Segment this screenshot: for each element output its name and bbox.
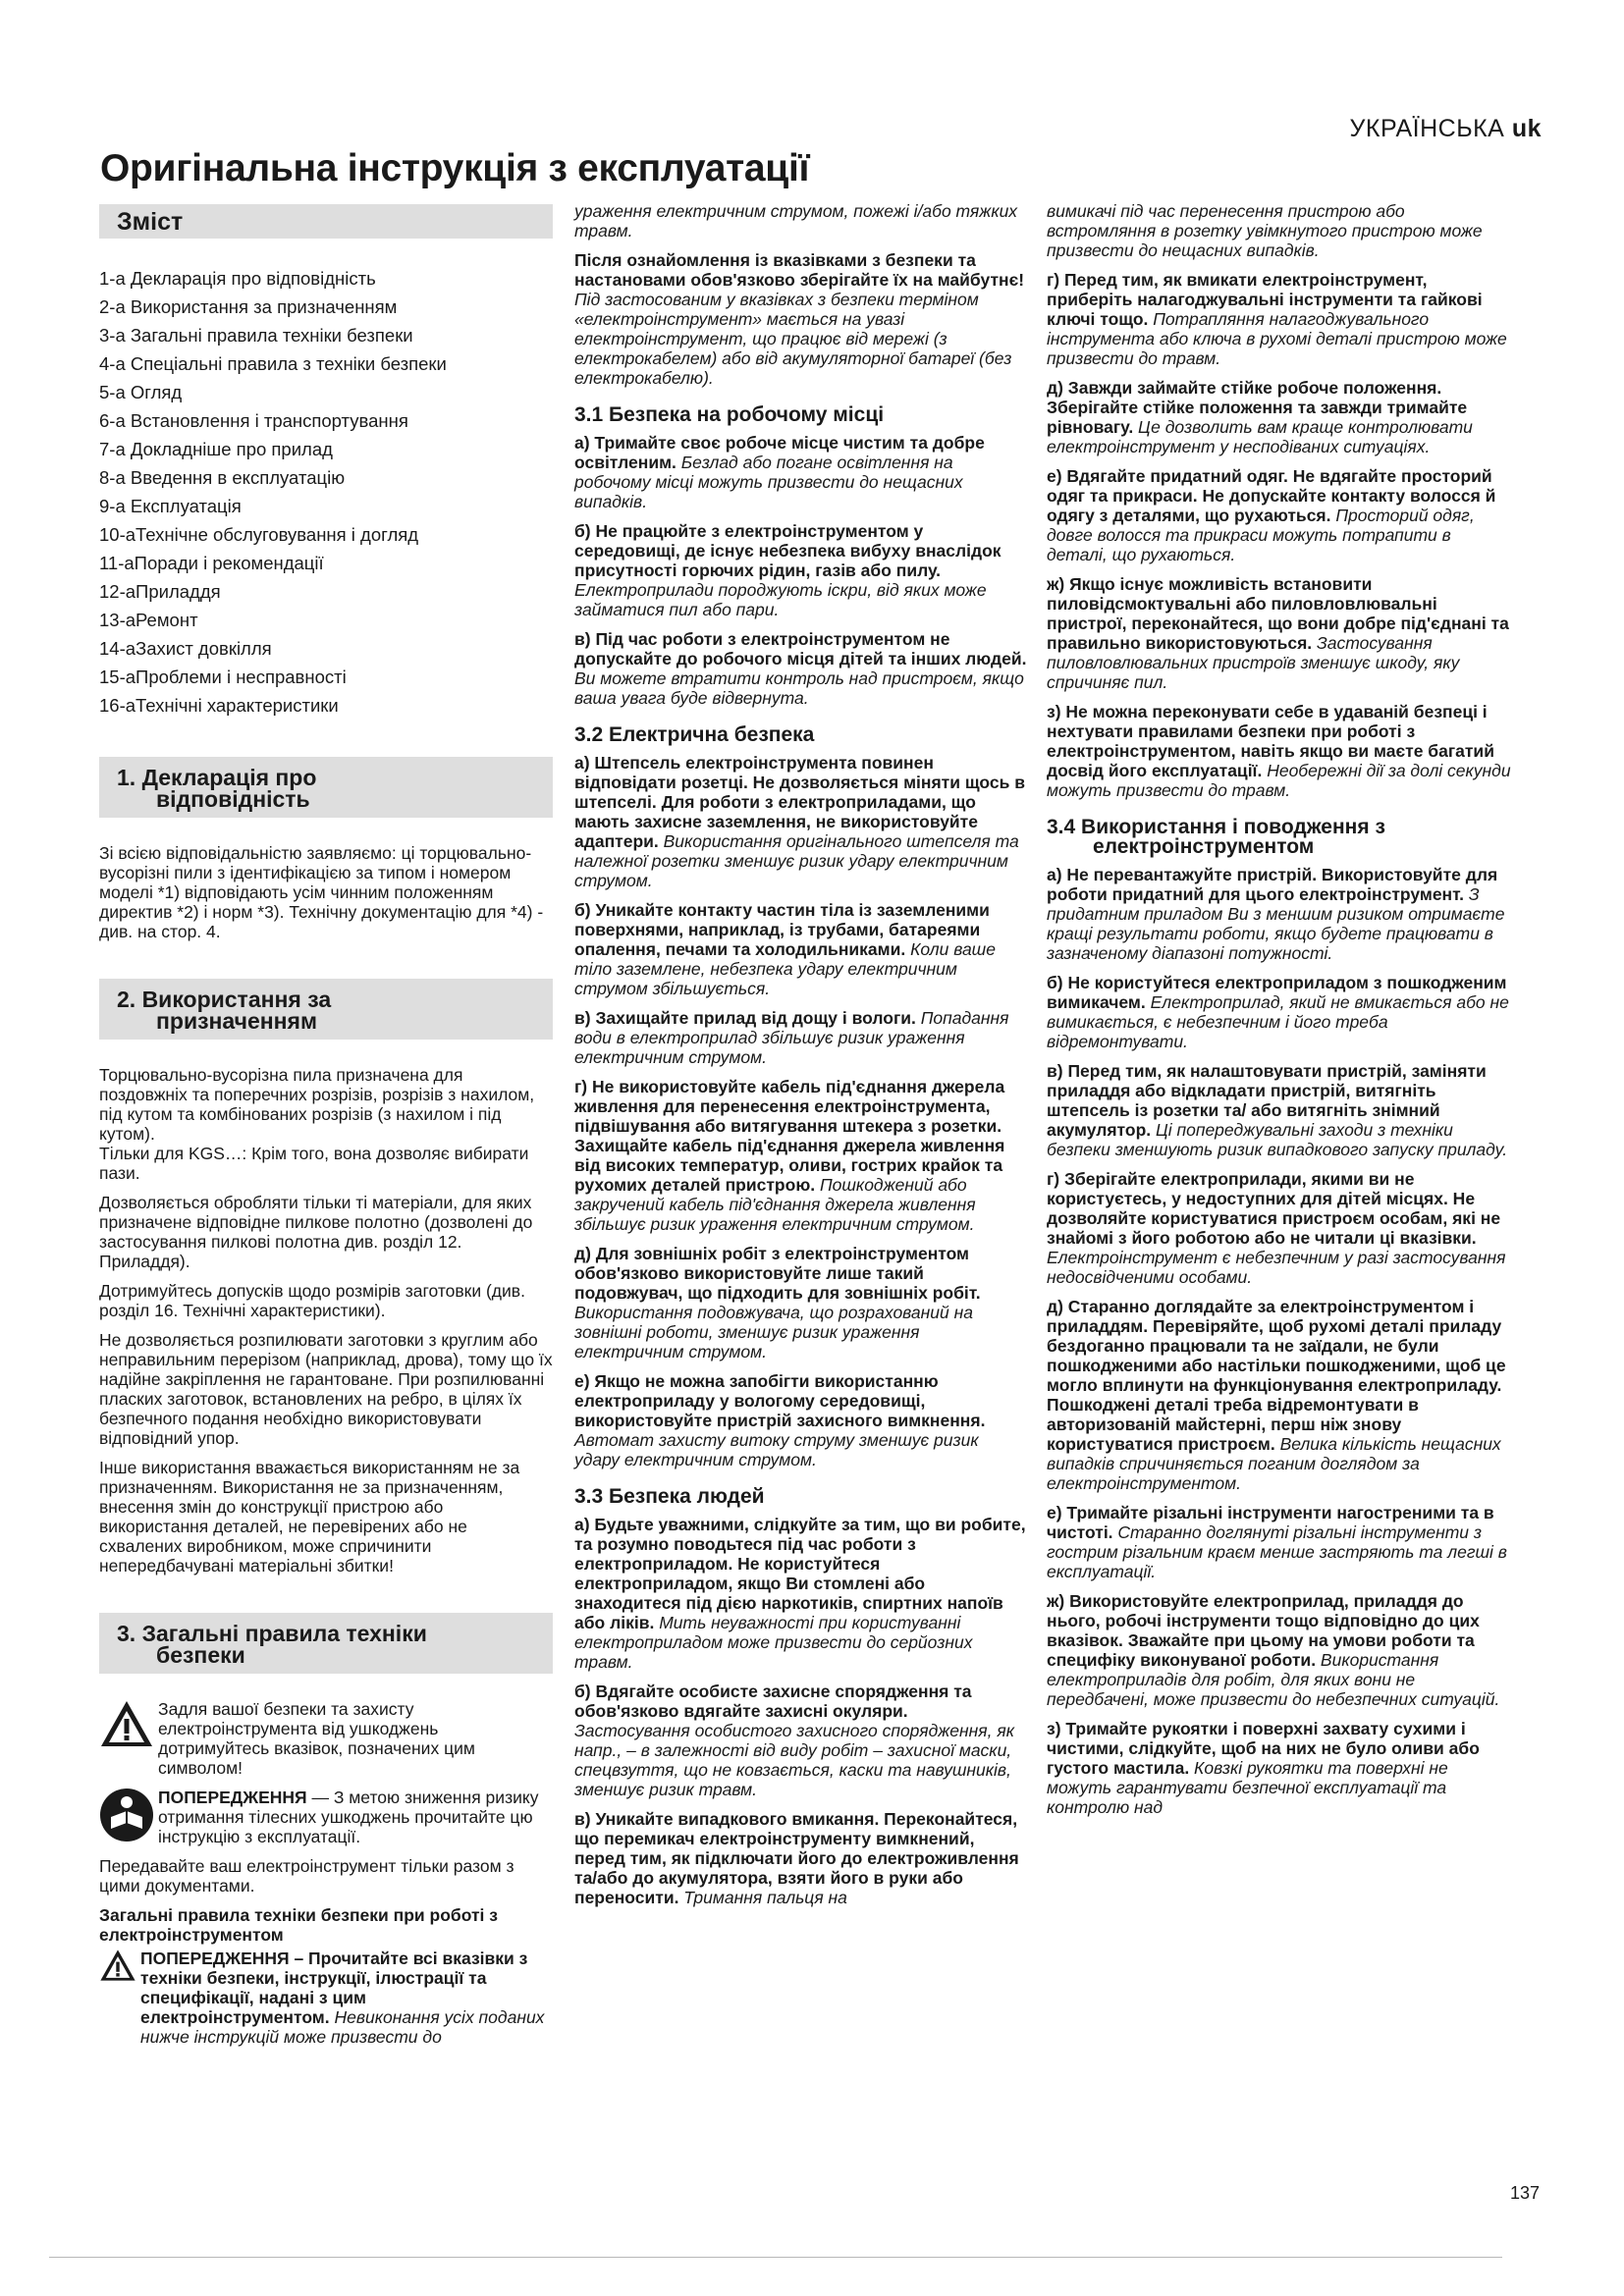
toc-item[interactable]: 4-а Спеціальні правила з техніки безпеки bbox=[99, 353, 447, 374]
section-2-text: Дозволяється обробляти тільки ті матеріали, для яких призначене відповідне пилкове полотно (дозволені до застосування пилкові полотна див. розділ 12. Приладдя). bbox=[99, 1193, 533, 1271]
paragraph: з) Тримайте рукоятки і поверхні захвату сухими і чистими, слідкуйте, щоб на них не було оливи або густого мастила. Ковзкі рукоятки та поверхні не можуть гарантувати безпечної експлуатації та контролю над bbox=[1047, 1719, 1480, 1817]
section-2-heading: 2. Використання за призначенням bbox=[99, 979, 553, 1040]
toc-item[interactable]: 16-аТехнічні характеристики bbox=[99, 695, 339, 716]
read-manual-note: ПОПЕРЕДЖЕННЯ — З метою зниження ризику отримання тілесних ушкоджень прочитайте цю інструкцію з експлуатації. bbox=[99, 1788, 553, 1846]
subsection-3-1-heading: 3.1 Безпека на робочому місці bbox=[574, 403, 885, 426]
column-3 bbox=[1047, 201, 1516, 1827]
toc-item[interactable]: 10-аТехнічне обслуговування і догляд bbox=[99, 524, 419, 545]
toc-item[interactable]: 8-а Введення в експлуатацію bbox=[99, 467, 346, 488]
section-3-text: Передавайте ваш електроінструмент тільки разом з цими документами. bbox=[99, 1856, 514, 1896]
section-2-text: Інше використання вважається використанням не за призначенням. Використання не за призначенням, внесення змін до конструкції пристрою або використання деталей, не перевірених або не схвалених виробником, може спричинити непередбачувані матеріальні збитки! bbox=[99, 1458, 520, 1575]
paragraph: а) Штепсель електроінструмента повинен відповідати розетці. Не дозволяється міняти щось в штепселі. Для роботи з електроприладами, що мають захисне заземлення, не використовуйте адаптери. Використання оригінального штепселя та належної розетки зменшує ризик удару електричним струмом. bbox=[574, 753, 1025, 890]
toc-item[interactable]: 14-аЗахист довкілля bbox=[99, 638, 272, 659]
paragraph: Після ознайомлення із вказівками з безпеки та настановами обов'язково зберігайте їх на майбутнє! Під застосованим у вказівках з безпеки терміном «електроінструмент» мається на увазі електроінструмент, що працює від мережі (з електрокабелем) або від акумуляторної батареї (без електрокабелю). bbox=[574, 250, 1025, 388]
toc-item[interactable]: 9-а Експлуатація bbox=[99, 496, 242, 516]
paragraph: б) Не користуйтеся електроприладом з пошкодженим вимикачем. Електроприлад, який не вмикається або не вимикається, є небезпечним і його треба відремонтувати. bbox=[1047, 973, 1509, 1051]
paragraph: д) Завжди займайте стійке робоче положення. Зберігайте стійке положення та завжди тримайте рівновагу. Це дозволить вам краще контролювати електроінструмент у несподіваних ситуаціях. bbox=[1047, 378, 1473, 456]
subsection-3-4-heading: 3.4 Використання і поводження з електроінструментом bbox=[1047, 816, 1385, 858]
paragraph: б) Вдягайте особисте захисне спорядження та обов'язково вдягайте захисні окуляри. Застосування особистого захисного спорядження, як напр., – в залежності від виду робіт – захисної маски, спецвзуття, що не ковзається, каски та навушників, зменшує ризик травм. bbox=[574, 1682, 1014, 1799]
warning-note: Задля вашої безпеки та захисту електроінструмента від ушкоджень дотримуйтесь вказівок, позначених цим символом! bbox=[99, 1699, 553, 1778]
section-2-text: Не дозволяється розпилювати заготовки з круглим або неправильним перерізом (наприклад, дрова), тому що їх надійне закріплення не гарантоване. При розпилюванні пласких заготовок, встановлених на ребро, в цілях їх безпечного подання необхідно використовувати відповідний упор. bbox=[99, 1330, 553, 1448]
toc-item[interactable]: 7-а Докладніше про прилад bbox=[99, 439, 333, 459]
language-label: УКРАЇНСЬКА uk bbox=[1349, 115, 1542, 142]
section-1-heading: 1. Декларація про відповідність bbox=[99, 757, 553, 818]
paragraph: в) Захищайте прилад від дощу і вологи. Попадання води в електроприлад збільшує ризик ураження електричним струмом. bbox=[574, 1008, 1009, 1067]
column-2 bbox=[574, 201, 1028, 1917]
paragraph: д) Старанно доглядайте за електроінструментом і приладдям. Перевіряйте, щоб рухомі деталі приладу бездоганно працювали та не заїдали, не були пошкодженими або настільки пошкодженими, щоб це могло вплинути на функціонування електроприладу. Пошкоджені деталі треба відремонтувати в авторизованій майстерні, перш ніж знову користуватися пристроєм. Велика кількість нещасних випадків спричиняється поганим доглядом за електроінструментом. bbox=[1047, 1297, 1506, 1493]
general-safety-heading: Загальні правила техніки безпеки при роботі з електроінструментом bbox=[99, 1905, 498, 1945]
paragraph: в) Уникайте випадкового вмикання. Переконайтеся, що перемикач електроінструменту вимкнений, перед тим, як підключати його до електроживлення та/або до акумулятора, взяти його в руки або переносити. Тримання пальця на bbox=[574, 1809, 1019, 1907]
toc-item[interactable]: 15-аПроблеми і несправності bbox=[99, 667, 347, 687]
page-number: 137 bbox=[1510, 2183, 1541, 2203]
paragraph: ж) Використовуйте електроприлад, приладдя до нього, робочі інструменти тощо відповідно до цих вказівок. Зважайте при цьому на умови роботи та специфіку виконуваної роботи. Використання електроприладів для робіт, для яких вони не передбачені, може призвести до небезпечних ситуацій. bbox=[1047, 1591, 1500, 1709]
toc-item[interactable]: 11-аПоради і рекомендації bbox=[99, 553, 324, 573]
subsection-3-2-heading: 3.2 Електрична безпека bbox=[574, 723, 815, 746]
toc-item[interactable]: 12-аПриладдя bbox=[99, 581, 221, 602]
toc-heading: Зміст bbox=[99, 204, 553, 239]
read-manual-icon bbox=[99, 1788, 154, 1842]
column-1 bbox=[99, 204, 553, 2047]
subsection-3-3-heading: 3.3 Безпека людей bbox=[574, 1485, 765, 1508]
paragraph: з) Не можна переконувати себе в удаваній безпеці і нехтувати правилами безпеки при роботі з електроінструментом, навіть якщо ви маєте багатий досвід його експлуатації. Необережні дії за долі секунди можуть призвести до травм. bbox=[1047, 702, 1511, 800]
paragraph: а) Тримайте своє робоче місце чистим та добре освітленим. Безлад або погане освітлення на робочому місці можуть призвести до нещасних випадків. bbox=[574, 433, 985, 511]
toc-list bbox=[99, 264, 553, 720]
paragraph: е) Вдягайте придатний одяг. Не вдягайте просторий одяг та прикраси. Не допускайте контакту волосся й одягу з деталями, що рухаються. Просторий одяг, довге волосся та прикраси можуть потрапити в деталі, що рухаються. bbox=[1047, 466, 1496, 564]
toc-item[interactable]: 1-а Декларація про відповідність bbox=[99, 268, 376, 289]
paragraph: д) Для зовнішніх робіт з електроінструментом обов'язково використовуйте лише такий подовжувач, що підходить для зовнішніх робіт. Використання подовжувача, що розрахований на зовнішні роботи, зменшує ризик ураження електричним струмом. bbox=[574, 1244, 981, 1362]
toc-item[interactable]: 6-а Встановлення і транспортування bbox=[99, 410, 408, 431]
paragraph: ураження електричним струмом, пожежі і/або тяжких травм. bbox=[574, 201, 1018, 240]
footer-rule bbox=[49, 2257, 1502, 2258]
section-3-heading: 3. Загальні правила техніки безпеки bbox=[99, 1613, 553, 1674]
paragraph: а) Будьте уважними, слідкуйте за тим, що ви робите, та розумно поводьтеся під час роботи з електроприладом. Не користуйтеся електроприладом, якщо Ви стомлені або знаходитеся під дією наркотиків, спиртних напоїв або ліків. Мить неуважності при користуванні електроприладом може призвести до серйозних травм. bbox=[574, 1515, 1026, 1672]
warning-triangle-icon bbox=[99, 1699, 154, 1748]
page-title: Оригінальна інструкція з експлуатації bbox=[100, 147, 810, 189]
paragraph: г) Перед тим, як вмикати електроінструмент, приберіть налагоджувальні інструменти та гайкові ключі тощо. Потрапляння налагоджувального інструмента або ключа в рухомі деталі пристрою може призвести до травм. bbox=[1047, 270, 1507, 368]
section-1-text: Зі всією відповідальністю заявляємо: ці торцювально-вусорізні пили з ідентифікацією за типом і номером моделі *1) відповідають усім чинним положенням директив *2) і норм *3). Технічну документацію для *4) - див. на стор. 4. bbox=[99, 843, 544, 941]
toc-item[interactable]: 5-а Огляд bbox=[99, 382, 183, 402]
paragraph: е) Якщо не можна запобігти використанню електроприладу у вологому середовищі, використовуйте пристрій захисного вимкнення. Автомат захисту витоку струму зменшує ризик удару електричним струмом. bbox=[574, 1371, 986, 1469]
section-2-text: Торцювально-вусорізна пила призначена для поздовжніх та поперечних розрізів, розрізів з нахилом, під кутом та комбінованих розрізів (з нахилом і під кутом). Тільки для KGS…: Крім того, вона дозволяє вибирати пази. bbox=[99, 1065, 535, 1183]
paragraph: г) Зберігайте електроприлади, якими ви не користуєтесь, у недоступних для дітей місцях. Не дозволяйте користуватися пристроєм особам, які не знайомі з його роботою або не читали ці вказівки. Електроінструмент є небезпечним у разі застосування недосвідченими особами. bbox=[1047, 1169, 1506, 1287]
toc-item[interactable]: 2-а Використання за призначенням bbox=[99, 296, 398, 317]
paragraph: в) Перед тим, як налаштовувати пристрій, заміняти приладдя або відкладати пристрій, витягніть штепсель із розетки та/ або витягніть знімний акумулятор. Ці попереджувальні заходи з техніки безпеки зменшують ризик випадкового запуску приладу. bbox=[1047, 1061, 1508, 1159]
warning-triangle-icon bbox=[99, 1949, 136, 1982]
paragraph: б) Не працюйте з електроінструментом у середовищі, де існує небезпека вибуху внаслідок присутності горючих рідин, газів або пилу. Електроприлади породжують іскри, від яких може займатися пил або пари. bbox=[574, 521, 1001, 619]
toc-item[interactable]: 3-а Загальні правила техніки безпеки bbox=[99, 325, 413, 346]
paragraph: е) Тримайте різальні інструменти нагостреними та в чистоті. Старанно доглянуті різальні інструменти з гострим різальним краєм менше застряють та легші в експлуатації. bbox=[1047, 1503, 1507, 1581]
paragraph: б) Уникайте контакту частин тіла із заземленими поверхнями, наприклад, із трубами, батареями опалення, печами та холодильниками. Коли ваше тіло заземлене, небезпека удару електричним струмом збільшується. bbox=[574, 900, 996, 998]
paragraph: в) Під час роботи з електроінструментом не допускайте до робочого місця дітей та інших людей. Ви можете втратити контроль над пристроєм, якщо ваша увага буде відвернута. bbox=[574, 629, 1027, 708]
section-2-text: Дотримуйтесь допусків щодо розмірів заготовки (див. розділ 16. Технічні характеристики). bbox=[99, 1281, 525, 1320]
paragraph: вимикачі під час перенесення пристрою або встромляння в розетку увімкнутого пристрою може призвести до нещасних випадків. bbox=[1047, 201, 1483, 260]
paragraph: а) Не перевантажуйте пристрій. Використовуйте для роботи придатний для цього електроінструмент. З придатним приладом Ви з меншим ризиком отримаєте кращі результати роботи, якщо будете працювати в зазначеному діапазоні потужності. bbox=[1047, 865, 1505, 963]
toc-item[interactable]: 13-аРемонт bbox=[99, 610, 198, 630]
paragraph: ж) Якщо існує можливість встановити пиловідсмоктувальні або пиловловлювальні пристрої, переконайтеся, що вони добре під'єднані та правильно використовуються. Застосування пиловловлювальних пристроїв зменшує шкоду, яку спричиняє пил. bbox=[1047, 574, 1509, 692]
paragraph: г) Не використовуйте кабель під'єднання джерела живлення для перенесення електроінструмента, підвішування або витягування штекера з розетки. Захищайте кабель під'єднання джерела живлення від високих температур, оливи, гострих крайок та рухомих деталей пристрою. Пошкоджений або закручений кабель під'єднання джерела живлення збільшує ризик ураження електричним струмом. bbox=[574, 1077, 1005, 1234]
warning-note: ПОПЕРЕДЖЕННЯ – Прочитайте всі вказівки з техніки безпеки, інструкції, ілюстрації та специфікації, надані з цим електроінструментом. Невиконання усіх поданих нижче інструкцій може призвести до bbox=[99, 1949, 553, 2047]
